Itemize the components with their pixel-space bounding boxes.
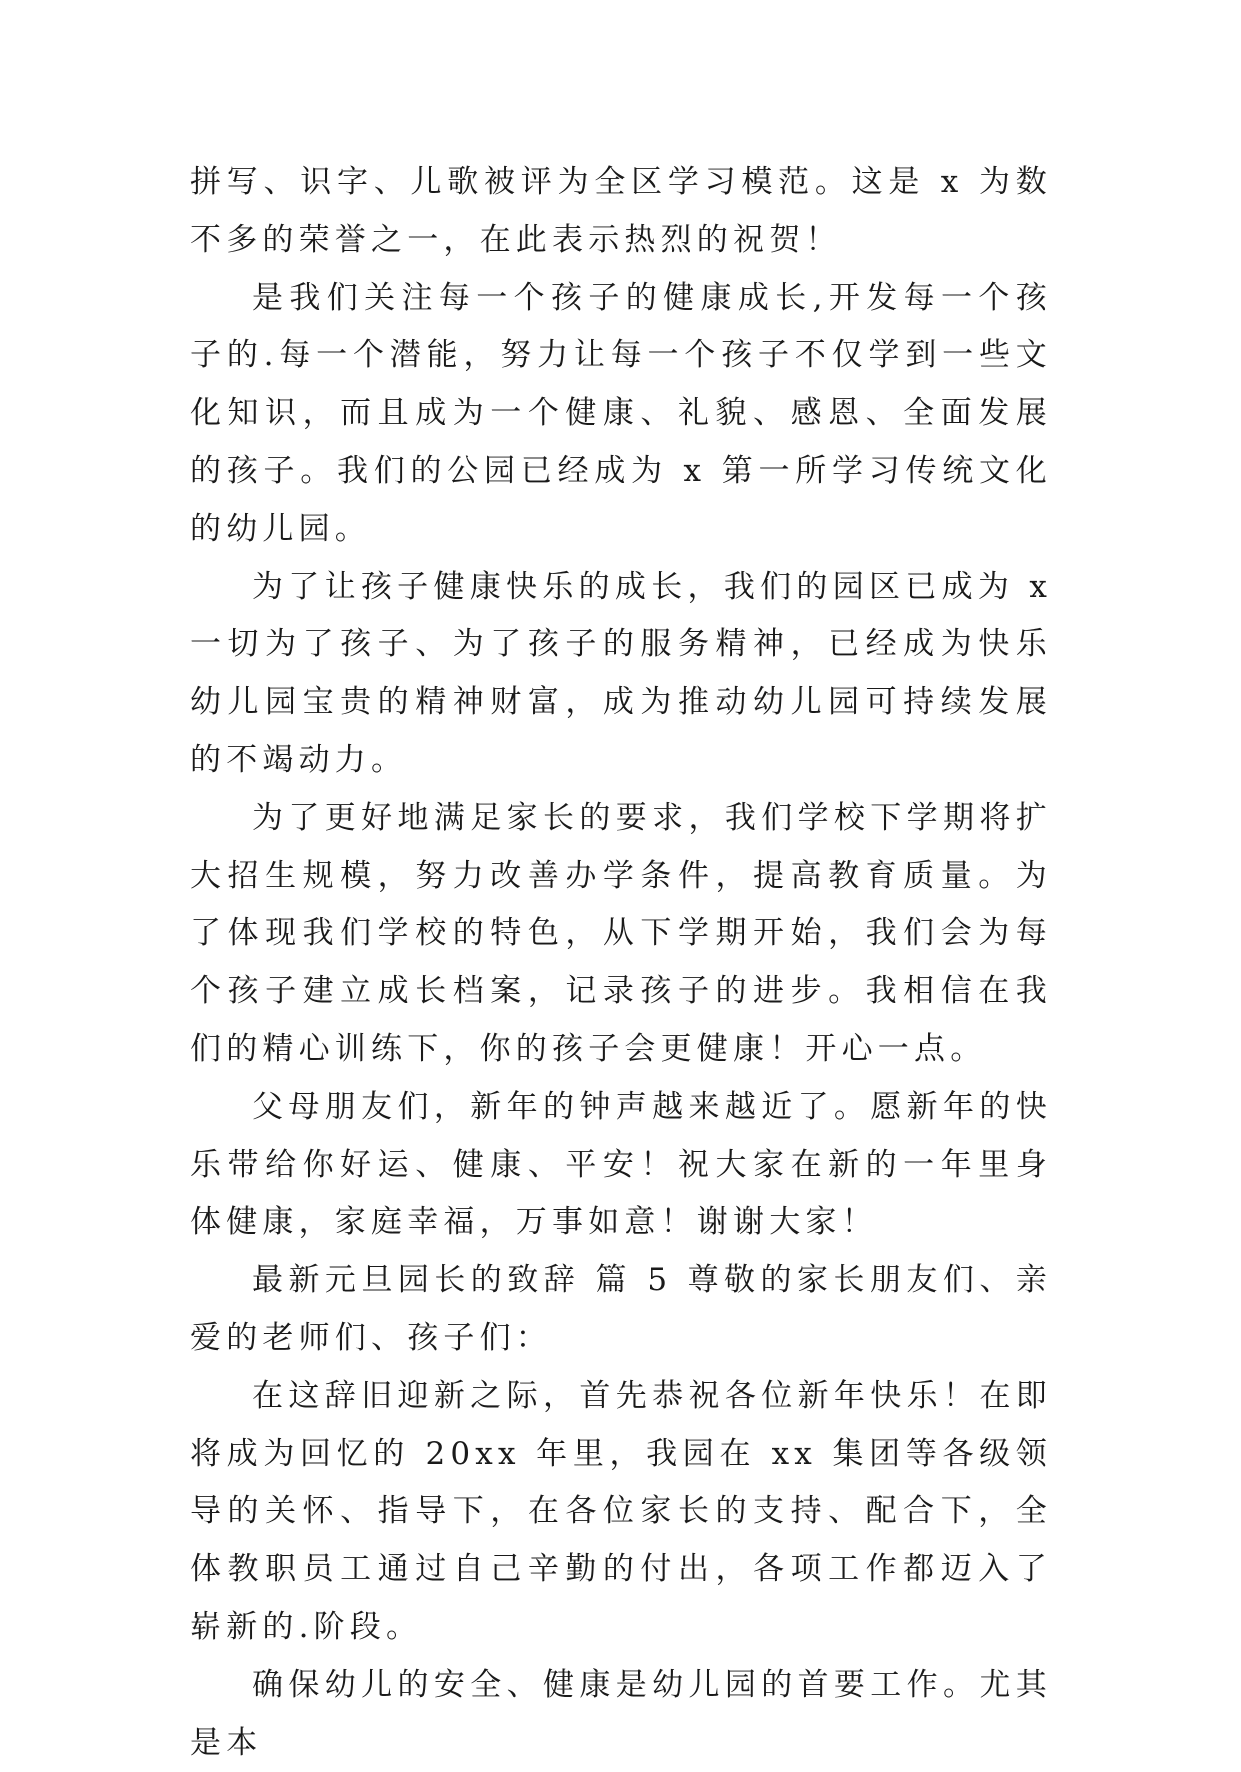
paragraph-2: 是我们关注每一个孩子的健康成长,开发每一个孩子的.每一个潜能，努力让每一个孩子不仅学到一些文化知识，而且成为一个健康、礼貌、感恩、全面发展的孩子。我们的公园已经成为 x 第一所学习传统文化的幼儿园。: [190, 279, 1052, 547]
paragraph-7: 在这辞旧迎新之际，首先恭祝各位新年快乐！在即将成为回忆的 20xx 年里，我园在 xx 集团等各级领导的关怀、指导下，在各位家长的支持、配合下，全体教职员工通过自己辛勤的付出，各项工作都迈入了崭新的.阶段。: [190, 1377, 1052, 1645]
paragraph-4: 为了更好地满足家长的要求，我们学校下学期将扩大招生规模，努力改善办学条件，提高教育质量。为了体现我们学校的特色，从下学期开始，我们会为每个孩子建立成长档案，记录孩子的进步。我相信在我们的精心训练下，你的孩子会更健康！开心一点。: [190, 799, 1052, 1067]
paragraph-5: 父母朋友们，新年的钟声越来越近了。愿新年的快乐带给你好运、健康、平安！祝大家在新的一年里身体健康，家庭幸福，万事如意！谢谢大家！: [190, 1088, 1052, 1241]
paragraph-1: 拼写、识字、儿歌被评为全区学习模范。这是 x 为数不多的荣誉之一，在此表示热烈的祝贺！: [190, 164, 1052, 258]
paragraph-3: 为了让孩子健康快乐的成长，我们的园区已成为 x 一切为了孩子、为了孩子的服务精神，已经成为快乐幼儿园宝贵的精神财富，成为推动幼儿园可持续发展的不竭动力。: [190, 568, 1052, 778]
paragraph-8: 确保幼儿的安全、健康是幼儿园的首要工作。尤其是本: [190, 1666, 1052, 1761]
paragraph-6: 最新元旦园长的致辞 篇 5 尊敬的家长朋友们、亲爱的老师们、孩子们：: [190, 1262, 1052, 1356]
document-body: [190, 154, 1052, 1772]
